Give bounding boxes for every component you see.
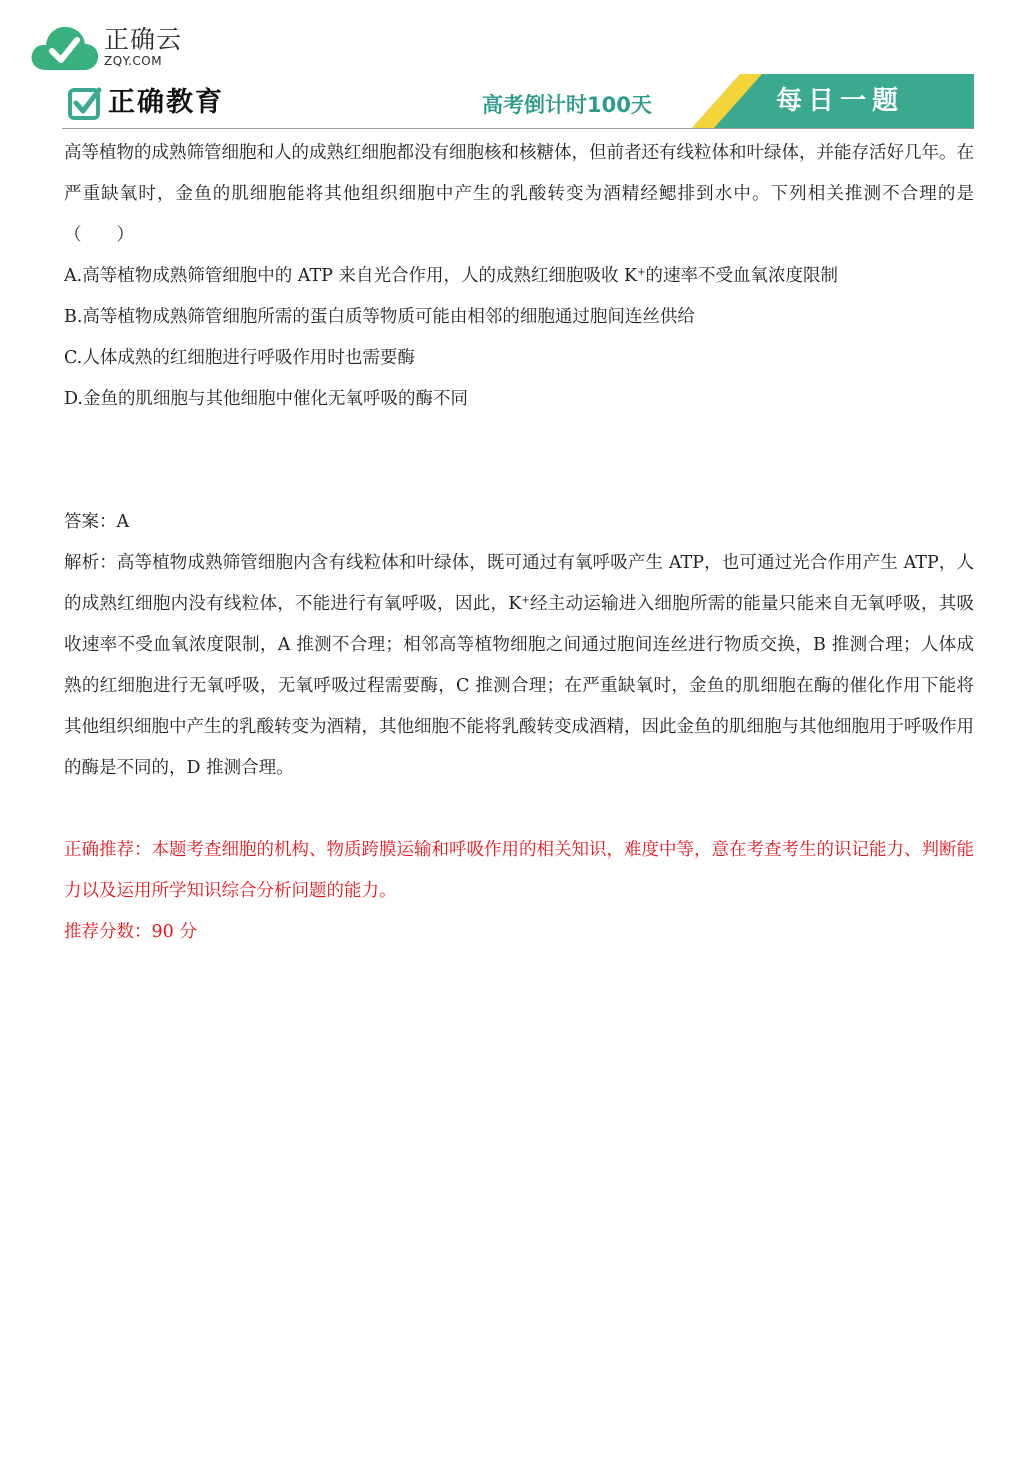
header-divider <box>62 128 974 129</box>
recommendation-text: 正确推荐：本题考查细胞的机构、物质跨膜运输和呼吸作用的相关知识，难度中等，意在考查考生的识记能力、判断能力以及运用所学知识综合分析问题的能力。 <box>64 840 974 901</box>
option-a-text-end: 的速率不受血氧浓度限制 <box>645 266 838 286</box>
option-b: B.高等植物成熟筛管细胞所需的蛋白质等物质可能由相邻的细胞通过胞间连丝供给 <box>64 307 695 327</box>
watermark-logo <box>30 22 190 78</box>
watermark-domain: ZQY.COM <box>104 54 163 68</box>
option-d: D.金鱼的肌细胞与其他细胞中催化无氧呼吸的酶不同 <box>64 389 468 409</box>
question-stem: 高等植物的成熟筛管细胞和人的成熟红细胞都没有细胞核和核糖体，但前者还有线粒体和叶绿体，并能存活好几年。在严重缺氧时，金鱼的肌细胞能将其他组织细胞中产生的乳酸转变为酒精经鳃排到水中。下列相关推测不合理的是（ ） <box>64 143 974 245</box>
option-a-superscript: + <box>637 267 646 278</box>
answer-line: 答案：A <box>64 512 130 532</box>
document-body <box>64 133 974 953</box>
recommendation-score: 推荐分数：90 分 <box>64 922 197 942</box>
spacer <box>64 789 974 830</box>
check-box-icon <box>68 86 102 120</box>
header-brand-name: 正确教育 <box>108 87 224 118</box>
analysis-paragraph <box>64 543 974 789</box>
spacer <box>64 420 974 502</box>
header-banner <box>62 74 974 130</box>
analysis-text: 解析：高等植物成熟筛管细胞内含有线粒体和叶绿体，既可通过有氧呼吸产生 ATP，也可通过光合作用产生 ATP，人的成熟红细胞内没有线粒体，不能进行有氧呼吸，因此，K <box>64 553 974 614</box>
header-daily-title: 每日一题 <box>776 86 905 116</box>
option-c: C.人体成熟的红细胞进行呼吸作用时也需要酶 <box>64 348 415 368</box>
watermark-brand: 正确云 <box>104 25 183 54</box>
analysis-superscript: + <box>521 595 530 606</box>
analysis-text-end: 经主动运输进入细胞所需的能量只能来自无氧呼吸，其吸收速率不受血氧浓度限制，A 推测不合理；相邻高等植物细胞之间通过胞间连丝进行物质交换，B 推测合理；人体成熟的红细胞进行无氧呼吸，无氧呼吸过程需要酶，C 推测合理；在严重缺氧时，金鱼的肌细胞在酶的催化作用下能将其他组织细胞中产生的乳酸转变为酒精，其他细胞不能将乳酸转变成酒精，因此金鱼的肌细胞与其他细胞用于呼吸作用的酶是不同的，D 推测合理。 <box>64 594 974 778</box>
header-countdown: 高考倒计时100天 <box>482 93 652 117</box>
option-a <box>64 256 974 297</box>
option-a-text: A.高等植物成熟筛管细胞中的 ATP 来自光合作用，人的成熟红细胞吸收 K <box>64 266 638 286</box>
cloud-check-icon <box>30 22 100 74</box>
